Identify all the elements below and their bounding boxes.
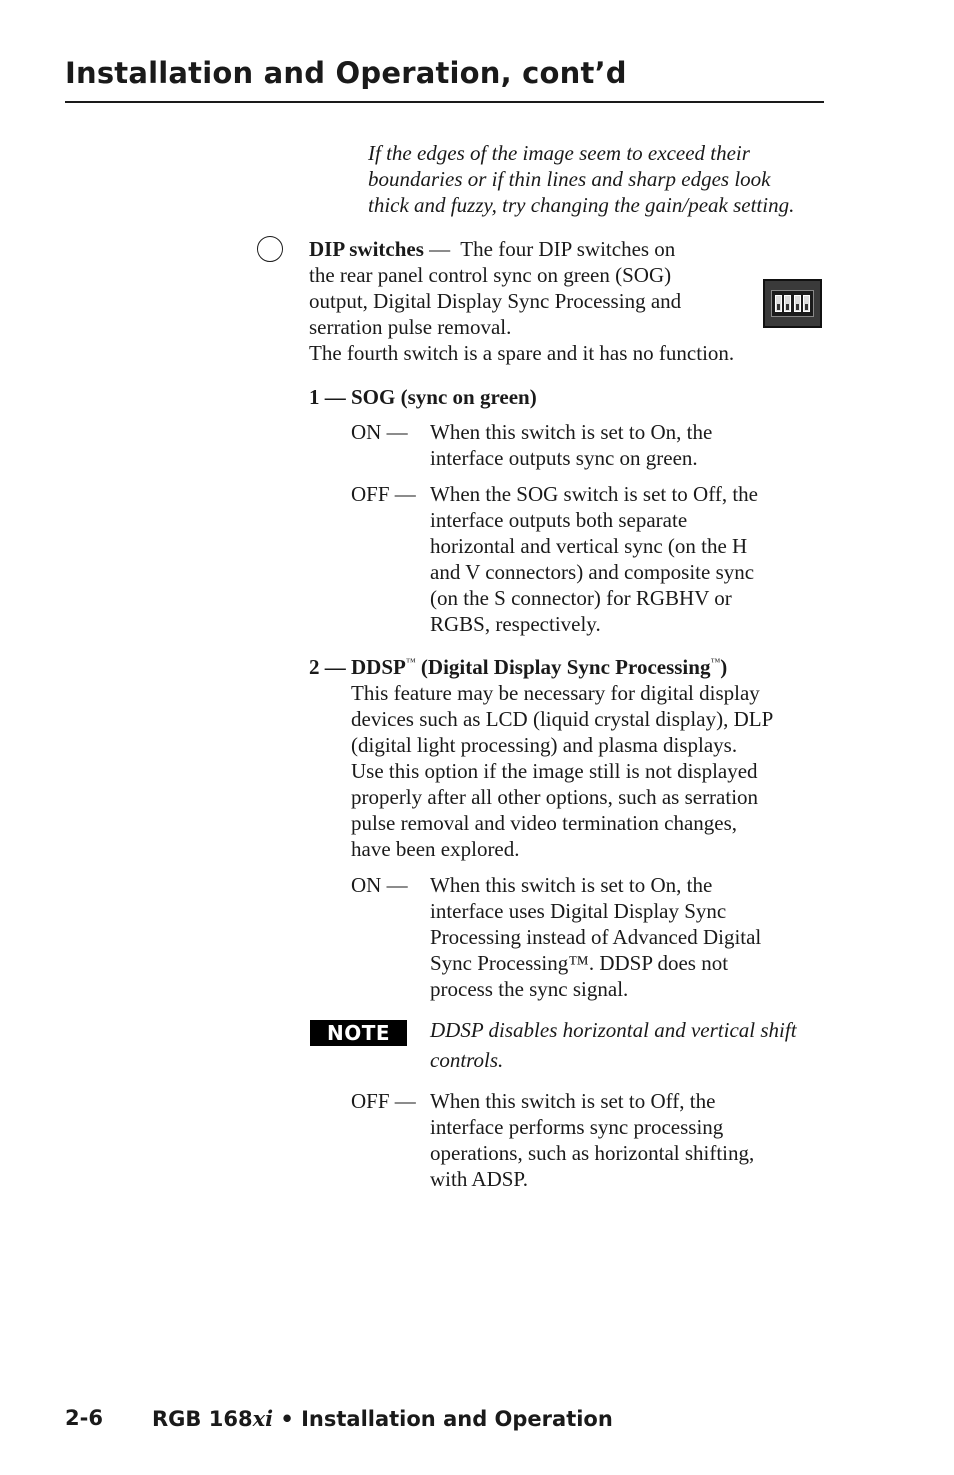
dip-dash: —	[423, 237, 461, 261]
page-number: 2-6	[65, 1406, 103, 1430]
ddsp-on-label: ON —	[351, 873, 408, 897]
sog-on-line: interface outputs sync on green.	[430, 446, 698, 470]
footer-rest: • Installation and Operation	[273, 1407, 613, 1431]
footer-product-suffix: xi	[252, 1406, 274, 1431]
footer-title	[152, 1406, 613, 1431]
note-badge: NOTE	[310, 1020, 407, 1046]
footer-product: RGB 168	[152, 1407, 253, 1431]
dip-line: The fourth switch is a spare and it has no function.	[309, 341, 735, 365]
sog-heading: 1 — SOG (sync on green)	[309, 385, 537, 409]
ddsp-on-line: When this switch is set to On, the	[430, 873, 713, 897]
ddsp-heading-suffix: )	[720, 655, 728, 679]
ddsp-on-line: interface uses Digital Display Sync	[430, 899, 727, 923]
ddsp-description	[351, 680, 773, 862]
note-text	[430, 1015, 797, 1075]
dip-line-text: The four DIP switches on	[460, 237, 676, 261]
page-title: Installation and Operation, cont’d	[65, 56, 627, 90]
ddsp-heading	[309, 654, 727, 680]
sog-off-line: and V connectors) and composite sync	[430, 560, 755, 584]
ddsp-desc-line: (digital light processing) and plasma displays.	[351, 733, 738, 757]
sog-off-label: OFF —	[351, 482, 416, 506]
sog-on-line: When this switch is set to On, the	[430, 420, 713, 444]
sog-off-text	[430, 481, 758, 637]
ddsp-on-line: Sync Processing™. DDSP does not	[430, 951, 729, 975]
intro-line: If the edges of the image seem to exceed their	[368, 141, 750, 165]
sog-on-label: ON —	[351, 420, 408, 444]
ddsp-off-line: with ADSP.	[430, 1167, 529, 1191]
ddsp-heading-middle: (Digital Display Sync Processing	[415, 655, 711, 679]
trademark-mark: ™	[405, 657, 416, 668]
trademark-mark: ™	[710, 657, 721, 668]
dip-line: serration pulse removal.	[309, 315, 512, 339]
ddsp-on-line: process the sync signal.	[430, 977, 629, 1001]
ddsp-off-text	[430, 1088, 754, 1192]
ddsp-off-line: operations, such as horizontal shifting,	[430, 1141, 755, 1165]
dip-line: output, Digital Display Sync Processing and	[309, 289, 682, 313]
ddsp-off-line: When this switch is set to Off, the	[430, 1089, 716, 1113]
ddsp-desc-line: devices such as LCD (liquid crystal display), DLP	[351, 707, 774, 731]
header-rule	[65, 101, 824, 103]
sog-on-text	[430, 419, 712, 471]
ddsp-desc-line: have been explored.	[351, 837, 520, 861]
ddsp-desc-line: Use this option if the image still is not displayed	[351, 759, 758, 783]
dip-switches-paragraph	[309, 236, 734, 366]
dip-switch-icon	[763, 279, 822, 328]
intro-line: thick and fuzzy, try changing the gain/peak setting.	[368, 193, 795, 217]
sog-off-line: horizontal and vertical sync (on the H	[430, 534, 748, 558]
ddsp-off-line: interface performs sync processing	[430, 1115, 724, 1139]
intro-line: boundaries or if thin lines and sharp edges look	[368, 167, 771, 191]
ddsp-desc-line: properly after all other options, such as serration	[351, 785, 759, 809]
dip-term: DIP switches	[309, 237, 424, 261]
dip-line	[309, 236, 734, 262]
note-line: DDSP disables horizontal and vertical shift	[430, 1018, 797, 1042]
dip-line: the rear panel control sync on green (SOG)	[309, 263, 672, 287]
sog-off-line: interface outputs both separate	[430, 508, 688, 532]
ddsp-on-text	[430, 872, 761, 1002]
ddsp-heading-prefix: 2 — DDSP	[309, 655, 406, 679]
ddsp-desc-line: This feature may be necessary for digital display	[351, 681, 760, 705]
callout-circle-icon	[257, 236, 283, 262]
intro-paragraph	[368, 140, 794, 218]
ddsp-on-line: Processing instead of Advanced Digital	[430, 925, 762, 949]
ddsp-desc-line: pulse removal and video termination changes,	[351, 811, 738, 835]
sog-off-line: RGBS, respectively.	[430, 612, 601, 636]
sog-off-line: (on the S connector) for RGBHV or	[430, 586, 732, 610]
note-line: controls.	[430, 1048, 504, 1072]
sog-off-line: When the SOG switch is set to Off, the	[430, 482, 758, 506]
ddsp-off-label: OFF —	[351, 1089, 416, 1113]
